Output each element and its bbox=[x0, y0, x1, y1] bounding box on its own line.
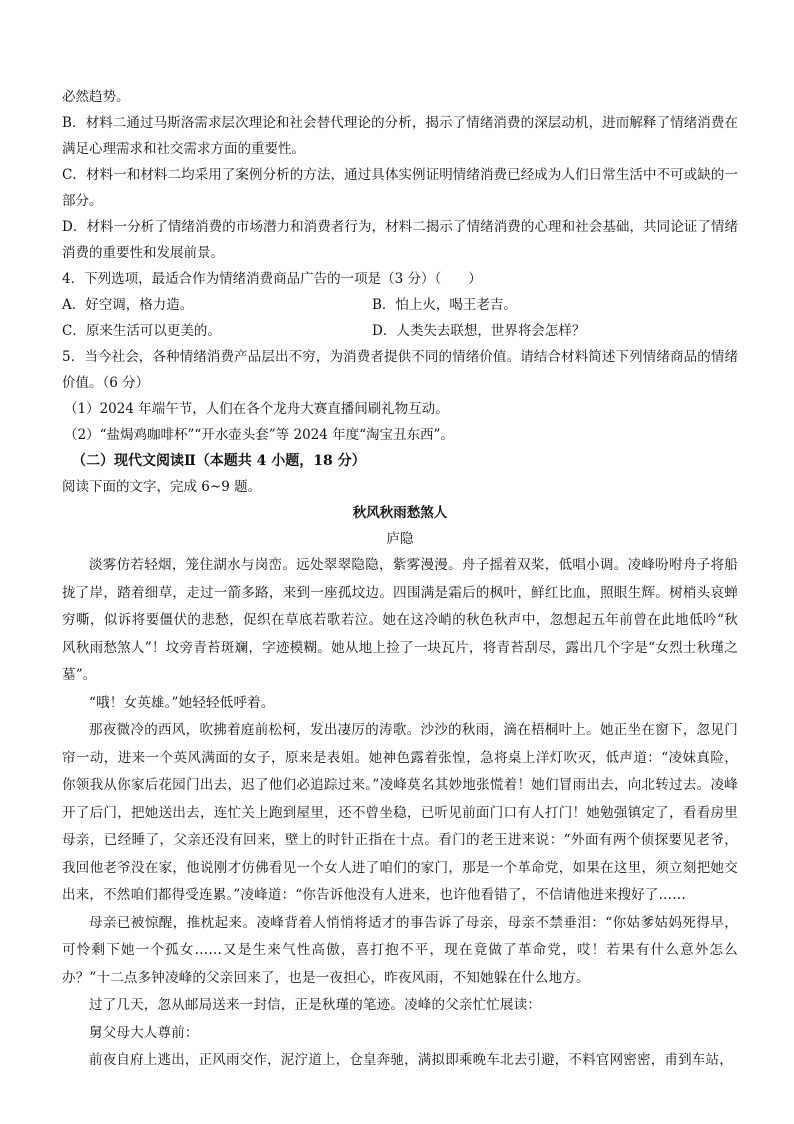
q4-option-d: D．人类失去联想，世界将会怎样？ bbox=[372, 323, 586, 339]
story-body bbox=[62, 552, 738, 1075]
text-line: 必然趋势。 bbox=[62, 89, 130, 105]
story-paragraph: 过了几天，忽从邮局送来一封信，正是秋瑾的笔迹。凌峰的父亲忙忙展读： bbox=[89, 997, 542, 1013]
reading-instruction: 阅读下面的文字，完成 6~9 题。 bbox=[62, 479, 262, 495]
story-paragraph: 母亲已被惊醒，推枕起来。凌峰背着人悄悄将适才的事告诉了母亲，母亲不禁垂泪：“你姑爹姑妈死得早，可怜剩下她一个孤女……又是生来气性高傲，喜打抱不平，现在竟做了革命党，哎！若果有什么意外怎么办？”十二点多钟凌峰的父亲回来了，也是一夜担心，昨夜风雨，不知她躲在什么地方。 bbox=[62, 914, 738, 986]
story-paragraph: 淡雾仿若轻烟，笼住湖水与岗峦。远处翠翠隐隐，紫雾漫漫。舟子摇着双桨，低唱小调。凌峰吩咐舟子将船拢了岸，踏着细草，走过一箭多路，来到一座孤坟边。四围满是霜后的枫叶，鲜红比血，照眼生辉。树梢头哀蝉穷嘶，似诉将要僵伏的悲愁，促织在草底若歌若泣。她在这冷峭的秋色秋声中，忽想起五年前曾在此地低吟“秋风秋雨愁煞人”！坟旁青苔斑斓，字迹模糊。她从地上捡了一块瓦片，将青苔刮尽，露出几个字是“女烈士秋瑾之墓”。 bbox=[62, 557, 738, 683]
option-b: B．材料二通过马斯洛需求层次理论和社会替代理论的分析，揭示了情绪消费的深层动机，进而解释了情绪消费在满足心理需求和社交需求方面的重要性。 bbox=[62, 115, 738, 157]
question-4-options-row-2 bbox=[62, 318, 738, 344]
q4-option-b: B．怕上火，喝王老吉。 bbox=[372, 297, 517, 313]
question-5: 5．当今社会，各种情绪消费产品层出不穷，为消费者提供不同的情绪价值。请结合材料简述下列情绪商品的情绪价值。（6 分） bbox=[62, 349, 738, 391]
story-paragraph: 那夜微冷的西风，吹拂着庭前松柯，发出凄厉的涛歌。沙沙的秋雨，滴在梧桐叶上。她正坐在窗下，忽见门帘一动，进来一个英风满面的女子，原来是表姐。她神色露着张惶，急将桌上洋灯吹灭，低声道：“凌妹真险，你领我从你家后花园门出去，迟了他们必追踪过来。”凌峰莫名其妙地张慌着！她们冒雨出去，向北转过去。凌峰开了后门，把她送出去，连忙关上跑到屋里，还不曾坐稳，已听见前面门口有人打门！她勉强镇定了，看看房里母亲，已经睡了，父亲还没有回来，壁上的时针正指在十点。看门的老王进来说：“外面有两个侦探要见老爷，我回他老爷没在家，他说刚才仿佛看见一个女人进了咱们的家门，那是一个革命党，如果在这里，须立刻把她交出来，不然咱们都得受连累。”凌峰道：“你告诉他没有人进来，也许他看错了，不信请他进来搜好了…… bbox=[62, 722, 738, 903]
question-5-item-1: （1）2024 年端午节，人们在各个龙舟大赛直播间刷礼物互动。 bbox=[64, 401, 449, 417]
question-4: 4．下列选项，最适合作为情绪消费商品广告的一项是（3 分）（ ） bbox=[62, 271, 482, 287]
letter-paragraph: 前夜自府上逃出，正风雨交作，泥泞道上，仓皇奔驰，满拟即乘晚车北去引避，不料官网密密，甫到车站， bbox=[89, 1052, 733, 1068]
story-author: 庐隐 bbox=[386, 531, 414, 547]
page-content bbox=[62, 84, 738, 1075]
option-c: C．材料一和材料二均采用了案例分析的方法，通过具体实例证明情绪消费已经成为人们日常生活中不可或缺的一部分。 bbox=[62, 167, 738, 209]
section-heading: （二）现代文阅读Ⅱ（本题共 4 小题，18 分） bbox=[72, 453, 366, 469]
story-paragraph: “哦！女英雄。”她轻轻低呼着。 bbox=[89, 694, 275, 711]
letter-salutation: 舅父母大人尊前： bbox=[89, 1024, 199, 1041]
story-title: 秋风秋雨愁煞人 bbox=[352, 505, 448, 521]
option-d: D．材料一分析了情绪消费的市场潜力和消费者行为，材料二揭示了情绪消费的心理和社会基础，共同论证了情绪消费的重要性和发展前景。 bbox=[62, 219, 738, 261]
question-4-options-row-1 bbox=[62, 292, 738, 318]
q4-option-c: C．原来生活可以更美的。 bbox=[62, 323, 221, 339]
question-5-item-2: （2）“盐焗鸡咖啡杯”“开水壶头套”等 2024 年度“淘宝丑东西”。 bbox=[64, 427, 454, 443]
q4-option-a: A．好空调，格力造。 bbox=[62, 297, 194, 313]
